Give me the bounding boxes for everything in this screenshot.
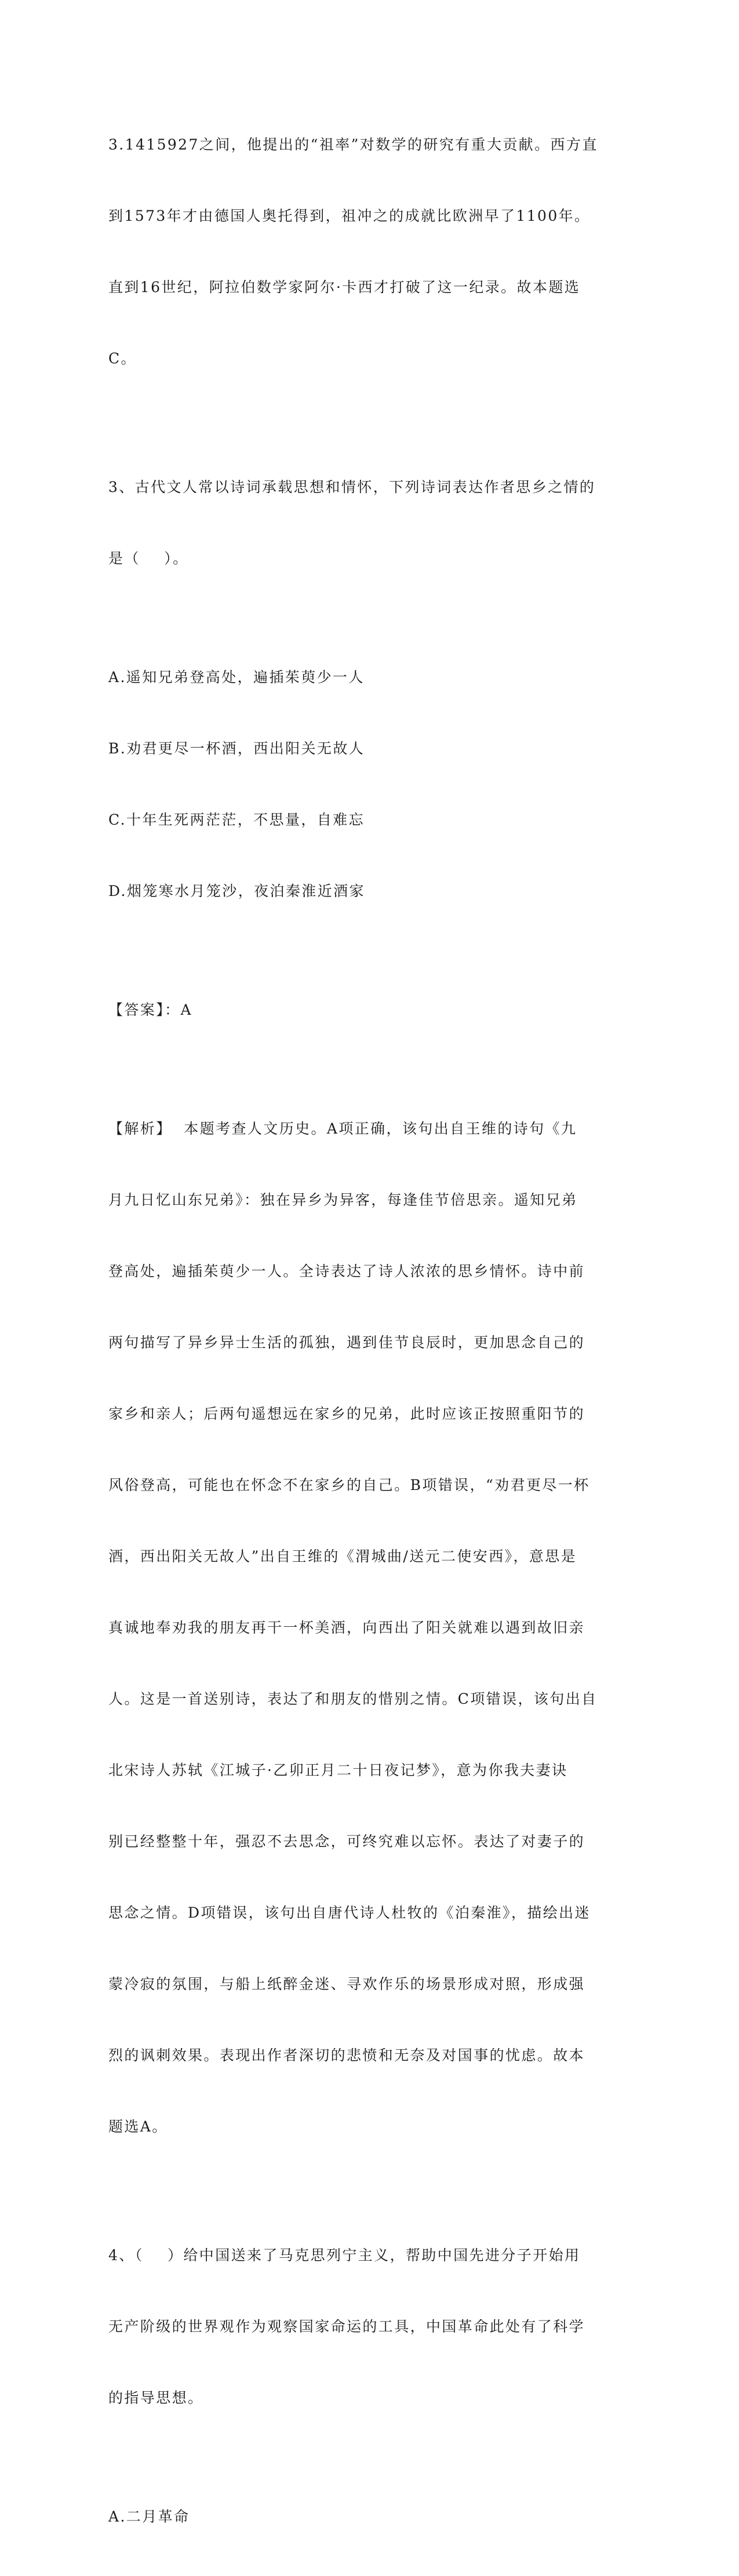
question-3-stem: [108, 428, 630, 618]
text-line: 风俗登高，可能也在怀念不在家乡的自己。B项错误，“劝君更尽一杯: [108, 1477, 590, 1493]
q2-explanation-tail: [108, 85, 630, 418]
question-4-options: [108, 2457, 630, 2576]
text-line: 真诚地奉劝我的朋友再干一杯美酒，向西出了阳关就难以遇到故旧亲: [108, 1619, 585, 1636]
question-3-explanation: [108, 1069, 630, 2186]
text-line: 思念之情。D项错误，该句出自唐代诗人杜牧的《泊秦淮》，描绘出迷: [108, 1904, 591, 1921]
text-line: C。: [108, 350, 137, 367]
option-c: C.十年生死两茫茫，不思量，自难忘: [108, 811, 365, 828]
text-line: 北宋诗人苏轼《江城子·乙卯正月二十日夜记梦》，意为你我夫妻诀: [108, 1762, 568, 1779]
text-line: 到1573年才由德国人奥托得到，祖冲之的成就比欧洲早了1100年。: [108, 207, 591, 224]
text-line: 3、古代文人常以诗词承载思想和情怀，下列诗词表达作者思乡之情的: [108, 479, 596, 495]
text-line: 登高处，遍插茱萸少一人。全诗表达了诗人浓浓的思乡情怀。诗中前: [108, 1263, 585, 1280]
text-line: 两句描写了异乡异士生活的孤独，遇到佳节良辰时，更加思念自己的: [108, 1334, 585, 1351]
text-line: 酒，西出阳关无故人”出自王维的《渭城曲/送元二使安西》，意思是: [108, 1548, 577, 1565]
text-line: 【解析】 本题考查人文历史。A项正确，该句出自王维的诗句《九: [108, 1120, 577, 1137]
document-body: [108, 85, 630, 2576]
question-4-stem: [108, 2196, 630, 2457]
text-line: 烈的讽刺效果。表现出作者深切的悲愤和无奈及对国事的忧虑。故本: [108, 2047, 585, 2064]
text-line: 直到16世纪，阿拉伯数学家阿尔·卡西才打破了这一纪录。故本题选: [108, 279, 581, 296]
text-line: 蒙冷寂的氛围，与船上纸醉金迷、寻欢作乐的场景形成对照，形成强: [108, 1976, 585, 1992]
question-3-options: [108, 618, 630, 950]
text-line: 3.1415927之间，他提出的“祖率”对数学的研究有重大贡献。西方直: [108, 136, 598, 153]
option-d: D.烟笼寒水月笼沙，夜泊秦淮近酒家: [108, 883, 365, 899]
text-line: 无产阶级的世界观作为观察国家命运的工具，中国革命此处有了科学: [108, 2318, 585, 2335]
text-line: 家乡和亲人；后两句遥想远在家乡的兄弟，此时应该正按照重阳节的: [108, 1405, 585, 1422]
text-line: 别已经整整十年，强忍不去思念，可终究难以忘怀。表达了对妻子的: [108, 1833, 585, 1850]
option-a: A.二月革命: [108, 2508, 190, 2525]
question-3-answer: [108, 950, 630, 1069]
option-a: A.遥知兄弟登高处，遍插茱萸少一人: [108, 669, 365, 686]
text-line: 题选A。: [108, 2118, 168, 2135]
text-line: 月九日忆山东兄弟》：独在异乡为异客，每逢佳节倍思亲。遥知兄弟: [108, 1192, 578, 1208]
text-line: 的指导思想。: [108, 2389, 204, 2406]
text-line: 是（ ）。: [108, 550, 189, 567]
option-b: B.劝君更尽一杯酒，西出阳关无故人: [108, 740, 365, 757]
text-line: 4、（ ）给中国送来了马克思列宁主义，帮助中国先进分子开始用: [108, 2247, 581, 2264]
answer-line: 【答案】：A: [108, 1001, 192, 1018]
text-line: 人。这是一首送别诗，表达了和朋友的惜别之情。C项错误，该句出自: [108, 1690, 598, 1707]
